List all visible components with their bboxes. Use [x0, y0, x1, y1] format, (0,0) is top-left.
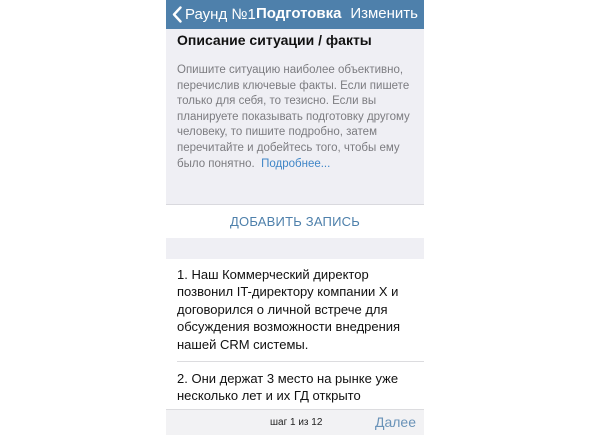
back-button-label: Раунд №1: [185, 5, 256, 23]
list-item[interactable]: 2. Они держат 3 место на рынке уже несколько лет и их ГД открыто: [177, 371, 399, 404]
phone-screen: [166, 0, 424, 435]
chevron-left-icon: [172, 6, 182, 23]
list-item[interactable]: 1. Наш Коммерческий директор позвонил IT-директору компании X и договорился о личной встрече для обсуждения возможности внедрения нашей CRM системы.: [177, 267, 401, 352]
situation-section: [166, 29, 424, 204]
edit-button[interactable]: Изменить: [350, 5, 418, 22]
section-title: Описание ситуации / факты: [177, 32, 372, 48]
back-button[interactable]: [172, 2, 256, 26]
add-record-label: ДОБАВИТЬ ЗАПИСЬ: [230, 214, 360, 229]
hint-text: Опишите ситуацию наиболее объективно, перечислив ключевые факты. Если пишете только для себя, то тезисно. Если вы планируете показывать подготовку другому человеку, то пишите подробно, затем перечитайте и добейтесь того, чтобы ему было понятно.: [177, 64, 410, 170]
step-counter: шаг 1 из 12: [270, 417, 323, 428]
list-divider: [177, 361, 424, 362]
section-gap: [166, 238, 424, 259]
next-button[interactable]: Далее: [374, 414, 416, 430]
records-list: [166, 259, 424, 409]
page-title: Подготовка: [256, 5, 342, 22]
more-link[interactable]: Подробнее...: [261, 157, 331, 170]
step-footer: [166, 409, 424, 435]
navigation-bar: [166, 0, 424, 29]
section-hint: [177, 63, 421, 172]
add-record-button[interactable]: [166, 204, 424, 239]
